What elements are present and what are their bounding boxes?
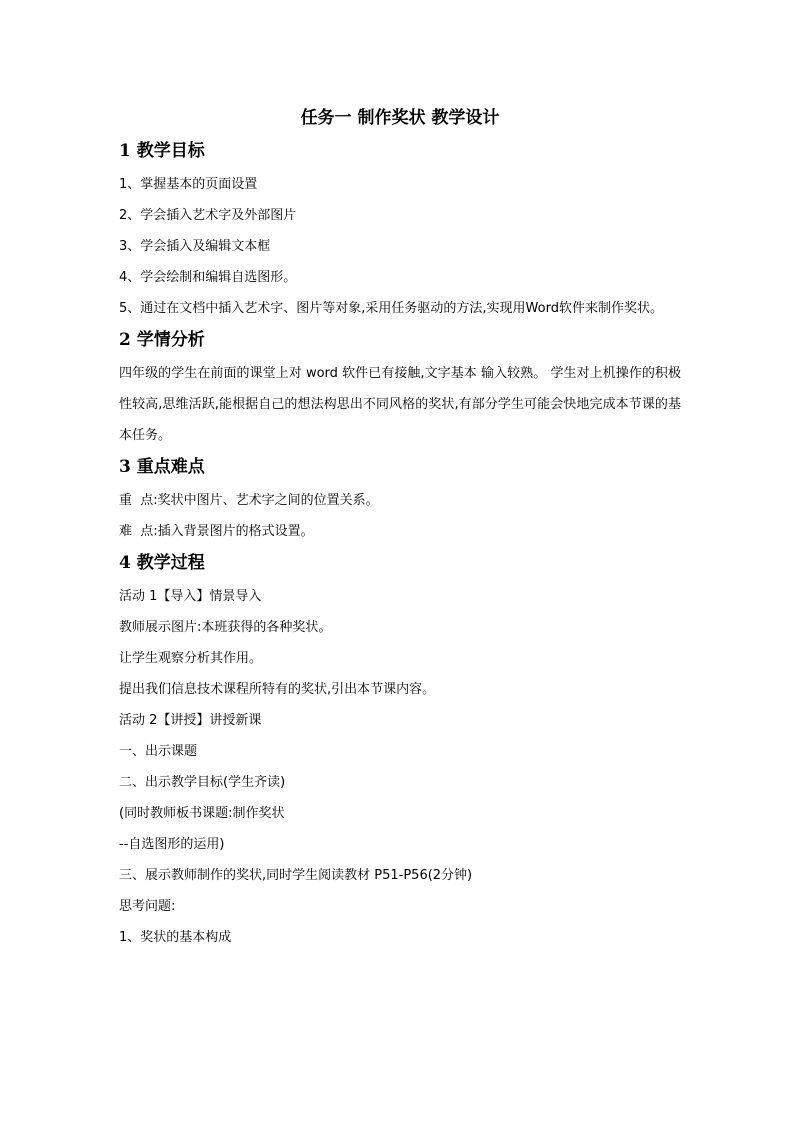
section-heading-objectives: 1 教学目标 bbox=[119, 141, 205, 161]
section-heading-student-analysis: 2 学情分析 bbox=[119, 330, 205, 350]
student-analysis-paragraph: 四年级的学生在前面的课堂上对 word 软件已有接触,文字基本 输入较熟。 学生对上机操作的积极性较高,思维活跃,能根据自己的想法构思出不同风格的奖状,有部分学生可能会快地完成本节课的基本任务。 bbox=[119, 366, 681, 443]
process-line: 教师展示图片:本班获得的各种奖状。 bbox=[119, 620, 332, 635]
objective-line: 1、掌握基本的页面设置 bbox=[119, 177, 258, 192]
section-heading-key-points: 3 重点难点 bbox=[119, 457, 205, 477]
objective-line: 4、学会绘制和编辑自选图形。 bbox=[119, 270, 297, 285]
process-line: 思考问题: bbox=[119, 899, 176, 914]
process-line: 一、出示课题 bbox=[119, 744, 198, 759]
document-title: 任务一 制作奖状 教学设计 bbox=[300, 108, 500, 128]
section-heading-teaching-process: 4 教学过程 bbox=[119, 553, 205, 573]
process-line: 提出我们信息技术课程所特有的奖状,引出本节课内容。 bbox=[119, 682, 436, 697]
process-line: 1、奖状的基本构成 bbox=[119, 930, 232, 945]
objective-line: 5、通过在文档中插入艺术字、图片等对象,采用任务驱动的方法,实现用Word软件来制作奖状。 bbox=[119, 301, 663, 316]
process-line: 让学生观察分析其作用。 bbox=[119, 651, 263, 666]
process-line: 活动 2【讲授】讲授新课 bbox=[119, 713, 262, 728]
objective-line: 3、学会插入及编辑文本框 bbox=[119, 239, 271, 254]
process-line: 活动 1【导入】情景导入 bbox=[119, 589, 262, 604]
process-line: (同时教师板书课题:制作奖状 bbox=[119, 806, 285, 821]
document-body bbox=[119, 104, 681, 953]
difficult-point-line: 难 点:插入背景图片的格式设置。 bbox=[119, 524, 314, 539]
objective-line: 2、学会插入艺术字及外部图片 bbox=[119, 208, 297, 223]
process-line: 三、展示教师制作的奖状,同时学生阅读教材 P51-P56(2分钟) bbox=[119, 868, 473, 883]
process-line: 二、出示教学目标(学生齐读) bbox=[119, 775, 286, 790]
key-point-line: 重 点:奖状中图片、艺术字之间的位置关系。 bbox=[119, 493, 379, 508]
process-line: --自选图形的运用) bbox=[119, 837, 225, 852]
